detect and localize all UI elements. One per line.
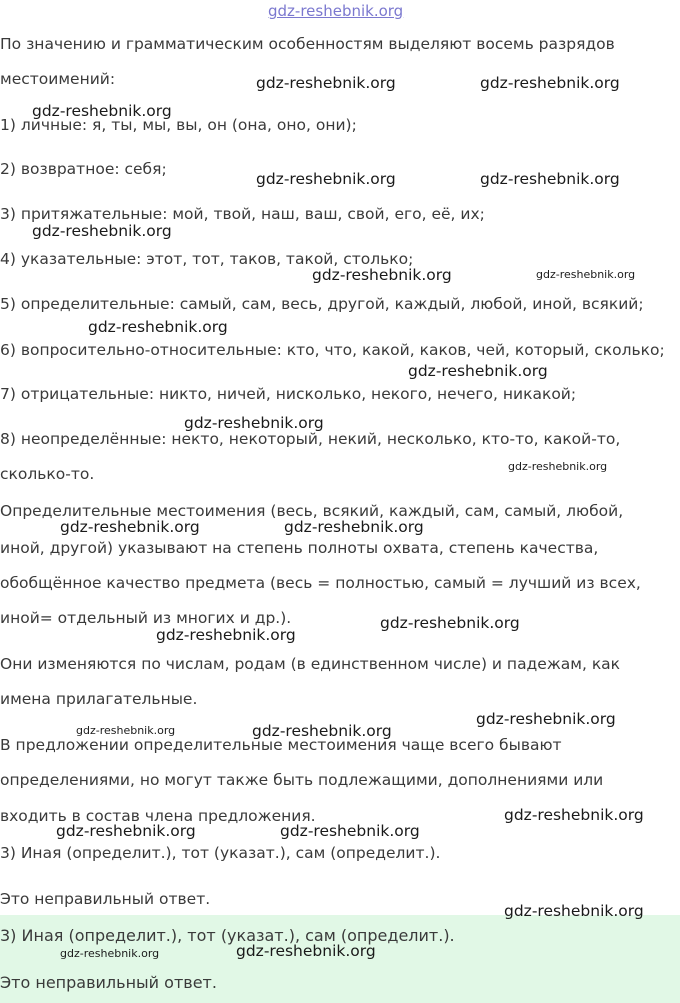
watermark: gdz-reshebnik.org [236, 942, 376, 960]
header-watermark-link[interactable]: gdz-reshebnik.org [268, 2, 404, 20]
watermark: gdz-reshebnik.org [312, 266, 452, 284]
highlighted-verdict: Это неправильный ответ. [0, 973, 217, 992]
answer-verdict: Это неправильный ответ. [0, 890, 211, 908]
list-item-interrogative: 6) вопросительно-относительные: кто, что, какой, каков, чей, который, сколько; [0, 341, 665, 359]
watermark: gdz-reshebnik.org [508, 460, 608, 473]
paragraph-definition-line-1: Определительные местоимения (весь, всякий, каждый, сам, самый, любой, [0, 502, 624, 520]
list-item-indefinite-line-1: 8) неопределённые: некто, некоторый, некий, несколько, кто-то, какой-то, [0, 430, 621, 448]
paragraph-syntax-line-2: определениями, но могут также быть подлежащими, дополнениями или [0, 771, 604, 789]
list-item-indefinite-line-2: сколько-то. [0, 465, 95, 483]
highlighted-answer: 3) Иная (определит.), тот (указат.), сам (определит.). [0, 926, 455, 945]
watermark: gdz-reshebnik.org [480, 74, 620, 92]
watermark: gdz-reshebnik.org [88, 318, 228, 336]
watermark: gdz-reshebnik.org [504, 806, 644, 824]
paragraph-definition-line-2: иной, другой) указывают на степень полноты охвата, степень качества, [0, 539, 599, 557]
watermark: gdz-reshebnik.org [156, 626, 296, 644]
paragraph-definition-line-3: обобщённое качество предмета (весь = полностью, самый = лучший из всех, [0, 574, 641, 592]
watermark: gdz-reshebnik.org [252, 722, 392, 740]
paragraph-intro-line-1: По значению и грамматическим особенностям выделяют восемь разрядов [0, 35, 615, 53]
watermark: gdz-reshebnik.org [476, 710, 616, 728]
paragraph-inflection-line-1: Они изменяются по числам, родам (в единственном числе) и падежам, как [0, 655, 621, 673]
paragraph-intro-line-2: местоимений: [0, 70, 116, 88]
list-item-personal: 1) личные: я, ты, мы, вы, он (она, оно, они); [0, 116, 357, 134]
watermark: gdz-reshebnik.org [504, 902, 644, 920]
watermark: gdz-reshebnik.org [60, 518, 200, 536]
paragraph-inflection-line-2: имена прилагательные. [0, 690, 198, 708]
paragraph-definition-line-4: иной= отдельный из многих и др.). [0, 609, 292, 627]
watermark: gdz-reshebnik.org [480, 170, 620, 188]
watermark: gdz-reshebnik.org [536, 268, 636, 281]
watermark: gdz-reshebnik.org [256, 170, 396, 188]
watermark: gdz-reshebnik.org [60, 947, 160, 960]
watermark: gdz-reshebnik.org [76, 724, 176, 737]
list-item-negative: 7) отрицательные: никто, ничей, нисколько, некого, нечего, никакой; [0, 385, 577, 403]
watermark: gdz-reshebnik.org [280, 822, 420, 840]
watermark: gdz-reshebnik.org [184, 414, 324, 432]
list-item-reflexive: 2) возвратное: себя; [0, 160, 167, 178]
watermark: gdz-reshebnik.org [32, 102, 172, 120]
list-item-possessive: 3) притяжательные: мой, твой, наш, ваш, свой, его, её, их; [0, 205, 485, 223]
watermark: gdz-reshebnik.org [256, 74, 396, 92]
watermark: gdz-reshebnik.org [380, 614, 520, 632]
watermark: gdz-reshebnik.org [56, 822, 196, 840]
chosen-answer: 3) Иная (определит.), тот (указат.), сам (определит.). [0, 844, 441, 862]
paragraph-syntax-line-1: В предложении определительные местоимения чаще всего бывают [0, 736, 562, 754]
watermark: gdz-reshebnik.org [32, 222, 172, 240]
list-item-demonstrative: 4) указательные: этот, тот, таков, такой, столько; [0, 250, 414, 268]
paragraph-syntax-line-3: входить в состав члена предложения. [0, 807, 316, 825]
watermark: gdz-reshebnik.org [284, 518, 424, 536]
list-item-attributive: 5) определительные: самый, сам, весь, другой, каждый, любой, иной, всякий; [0, 295, 644, 313]
watermark: gdz-reshebnik.org [408, 362, 548, 380]
